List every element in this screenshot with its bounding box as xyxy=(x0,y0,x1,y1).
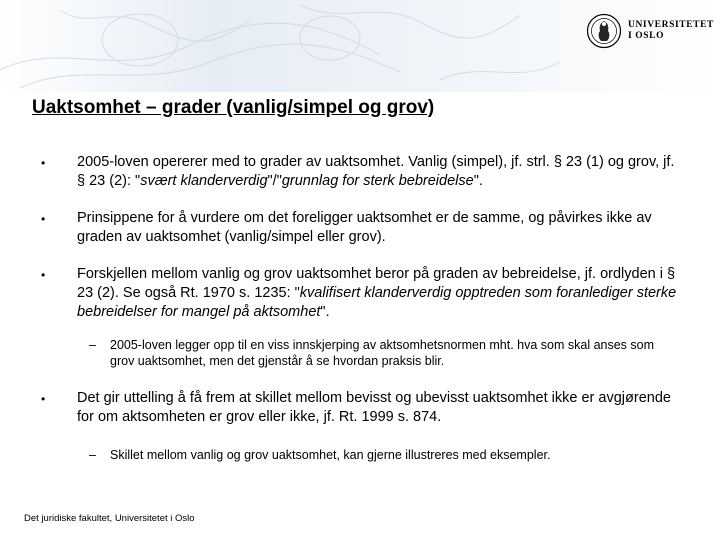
text-run: Forskjellen mellom vanlig og grov uaktsomhet beror på graden av bebreidelse, jf. ordlyden i § 23 (2). Se også Rt. 1970 s. 1235: " xyxy=(77,266,676,301)
text-run: Prinsippene for å vurdere om det foreligger uaktsomhet er de samme, og påvirkes ikke av graden av uaktsomhet (vanlig/simpel eller grov). xyxy=(77,210,652,245)
logo-text xyxy=(628,20,714,42)
text-run: ". xyxy=(473,173,483,189)
university-logo[interactable] xyxy=(586,13,714,53)
bullet-marker: • xyxy=(41,156,46,170)
slide-title: Uaktsomhet – grader (vanlig/simpel og grov) xyxy=(32,97,435,118)
bullet-marker: • xyxy=(41,268,46,282)
text-run: ". xyxy=(320,304,330,320)
text-run: "/" xyxy=(267,173,282,189)
bullet-marker: • xyxy=(41,392,46,406)
bullet-marker: • xyxy=(41,212,46,226)
italic-quote: kvalifisert klanderverdig opptreden som foranlediger sterke bebreidelser for mangel på aktsomhet xyxy=(77,285,677,320)
sub-bullet-text: 2005-loven legger opp til en viss innskjerping av aktsomhetsnormen mht. hva som skal anses som grov uaktsomhet, men det gjenstår å se hvordan praksis blir. xyxy=(110,338,655,368)
footer-text: Det juridiske fakultet, Universitetet i Oslo xyxy=(24,513,195,524)
text-run: Det gir uttelling å få frem at skillet mellom bevisst og ubevisst uaktsomhet ikke er avgjørende for om aktsomheten er grov eller ikke, jf. Rt. 1999 s. 874. xyxy=(77,390,671,425)
bullet-text xyxy=(77,153,677,191)
logo-line-1: UNIVERSITETET xyxy=(628,20,714,30)
logo-line-2: I OSLO xyxy=(628,31,665,41)
header-band xyxy=(0,0,720,92)
bullet-text xyxy=(77,265,677,322)
bullet-text xyxy=(77,209,677,247)
sub-bullet-marker: – xyxy=(89,448,96,462)
italic-quote: svært klanderverdig xyxy=(140,173,268,189)
sub-bullet-marker: – xyxy=(89,338,96,352)
university-seal-icon xyxy=(586,13,622,49)
bullet-text xyxy=(77,389,677,427)
text-run: 2005-loven opererer med to grader av uaktsomhet. Vanlig (simpel), jf. strl. § 23 (1) og grov, jf. § 23 (2): " xyxy=(77,154,675,189)
italic-quote: grunnlag for sterk bebreidelse xyxy=(281,173,474,189)
sub-bullet-text: Skillet mellom vanlig og grov uaktsomhet, kan gjerne illustreres med eksempler. xyxy=(110,448,551,462)
